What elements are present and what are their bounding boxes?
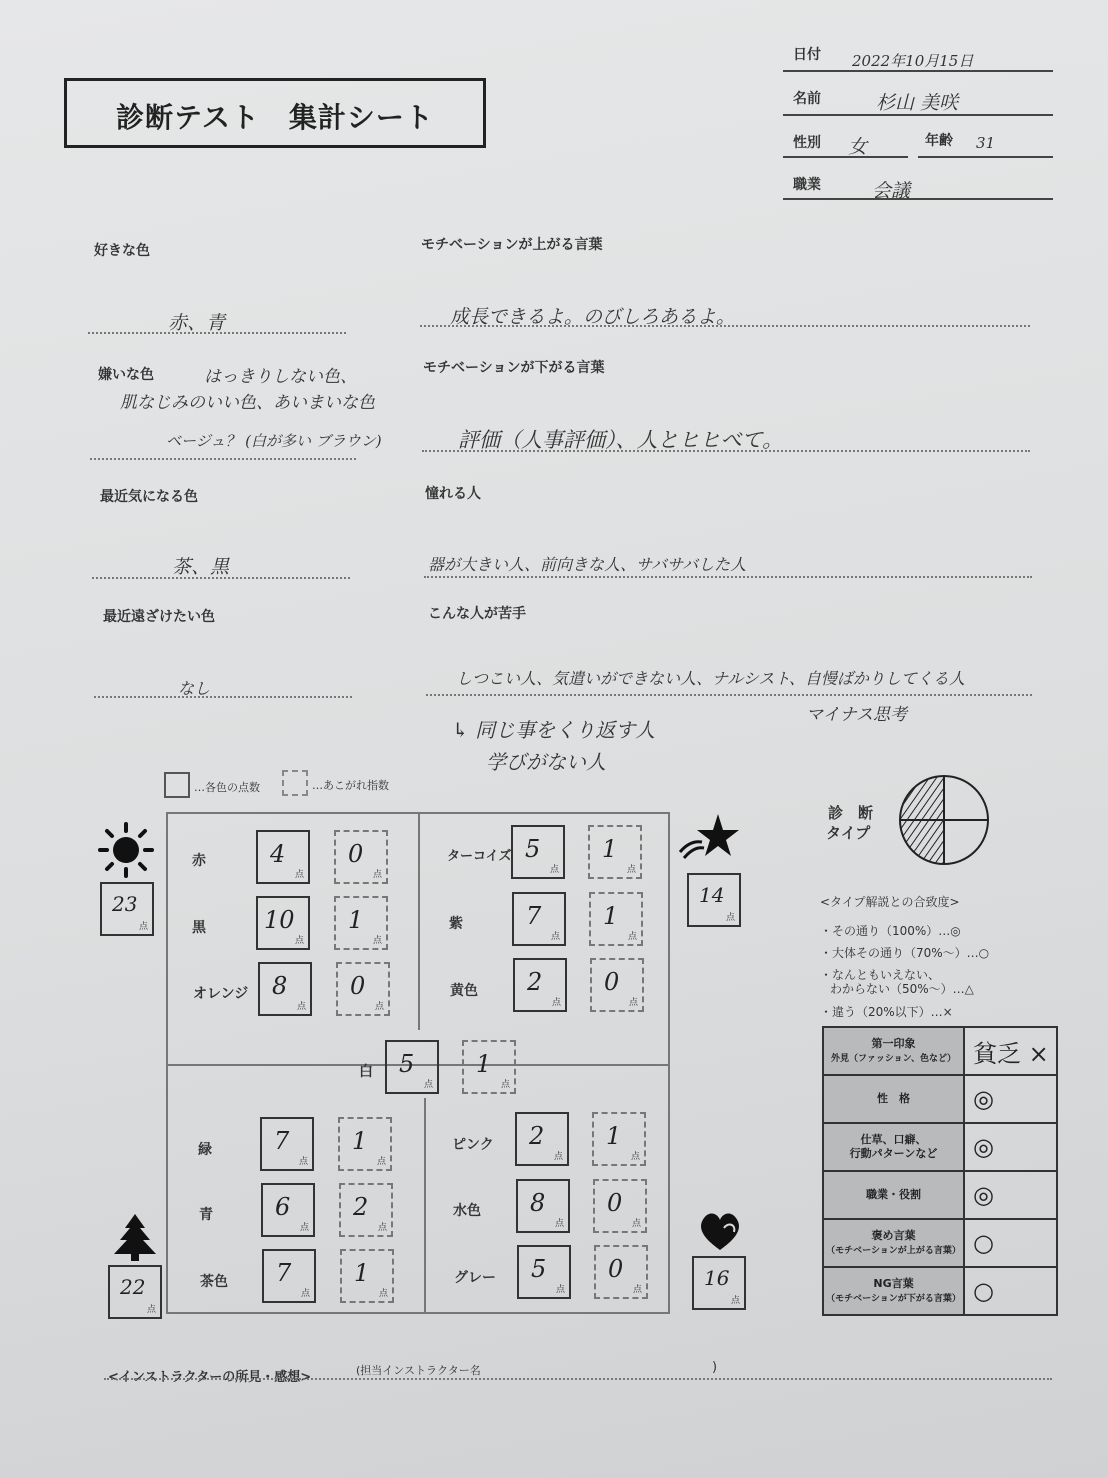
yearning-box: 0 点 <box>590 958 644 1012</box>
dislike-color-label: 嫌いな色 <box>98 367 154 383</box>
legend-score-box <box>164 772 190 798</box>
sex-line <box>783 156 908 158</box>
comment-line <box>104 1378 1052 1380</box>
motivation-down-label: モチベーションが下がる言葉 <box>423 360 605 376</box>
dislike-person-line4: 学びがない人 <box>486 750 606 774</box>
dislike-color-line1: はっきりしない色、 <box>204 367 357 387</box>
color-name: 水色 <box>453 1203 481 1219</box>
heart-total-box: 16 点 <box>692 1256 746 1310</box>
fav-color-answer: 赤、青 <box>168 312 226 334</box>
explain-line: わからない（50%〜）…△ <box>830 982 974 996</box>
score-box: 5 点 <box>385 1040 439 1094</box>
legend-yearning-text: …あこがれ指数 <box>312 779 389 792</box>
color-name: 青 <box>199 1207 213 1223</box>
diagnosis-label-2: タイプ <box>826 824 871 842</box>
score-box: 7 点 <box>512 892 566 946</box>
instructor-name-close: ) <box>712 1360 718 1375</box>
color-name: ターコイズ <box>447 849 512 864</box>
motivation-up-answer: 成長できるよ。のびしろあるよ。 <box>450 306 736 328</box>
match-row: 性 格 ◎ <box>823 1075 1057 1123</box>
color-name: ピンク <box>452 1137 494 1153</box>
color-name: 黄色 <box>450 983 478 999</box>
yearning-box: 1 点 <box>334 896 388 950</box>
color-name: 赤 <box>192 853 206 869</box>
tree-icon <box>112 1212 158 1262</box>
avoid-color-answer: なし <box>178 679 211 698</box>
sex-value: 女 <box>848 136 868 158</box>
tree-total-box: 22 点 <box>108 1265 162 1319</box>
motivation-down-answer: 評価（人事評価）、人とヒヒべて。 <box>458 428 784 452</box>
diagnosis-label-1: 診 断 <box>828 804 874 822</box>
color-name: 黒 <box>192 920 206 936</box>
color-name: 白 <box>359 1064 373 1080</box>
avoid-color-label: 最近遠ざけたい色 <box>103 609 215 625</box>
match-row: 職業・役割 ◎ <box>823 1171 1057 1219</box>
dislike-person-line2: マイナス思考 <box>806 705 907 725</box>
heart-icon <box>696 1208 744 1252</box>
yearning-box: 1 点 <box>338 1117 392 1171</box>
match-row: NG言葉 （モチベーションが下がる言葉） ○ <box>823 1267 1057 1315</box>
job-value: 会議 <box>872 180 911 202</box>
instructor-comment-label: <インストラクターの所見・感想> <box>108 1370 312 1385</box>
yearning-box: 0 点 <box>593 1179 647 1233</box>
match-row: 褒め言葉 （モチベーションが上がる言葉） ○ <box>823 1219 1057 1267</box>
date-value: 2022年10月15日 <box>852 52 974 70</box>
score-box: 4 点 <box>256 830 310 884</box>
age-label: 年齢 <box>925 133 953 149</box>
explain-line: ・なんともいえない、 <box>820 968 941 982</box>
score-box: 7 点 <box>262 1249 316 1303</box>
fav-color-label: 好きな色 <box>94 243 150 259</box>
explain-title: <タイプ解説との合致度> <box>820 895 960 909</box>
dislike-color-line3: ベージュ？ (白が多い ブラウン) <box>166 432 382 450</box>
score-box: 8 点 <box>516 1179 570 1233</box>
yearning-box: 0 点 <box>336 962 390 1016</box>
grid-divider-bottom <box>424 1098 426 1312</box>
score-box: 10 点 <box>256 896 310 950</box>
star-total-box: 14 点 <box>687 873 741 927</box>
yearning-box: 1 点 <box>340 1249 394 1303</box>
star-icon <box>676 812 740 864</box>
color-name: グレー <box>454 1270 496 1286</box>
admire-answer: 器が大きい人、前向きな人、サバサバした人 <box>428 555 747 574</box>
recent-color-label: 最近気になる色 <box>100 489 198 505</box>
score-box: 5 点 <box>517 1245 571 1299</box>
color-name: 緑 <box>198 1142 212 1158</box>
fav-color-line <box>88 332 346 334</box>
instructor-name-label: (担当インストラクター名 <box>356 1364 481 1377</box>
motivation-up-label: モチベーションが上がる言葉 <box>421 237 603 253</box>
yearning-box: 1 点 <box>592 1112 646 1166</box>
dislike-person-line1: しつこい人、気遣いができない人、ナルシスト、自慢ばかりしてくる人 <box>456 669 965 688</box>
job-line <box>783 198 1053 200</box>
yearning-box: 1 点 <box>462 1040 516 1094</box>
page-title: 診断テスト 集計シート <box>116 101 434 134</box>
recent-color-answer: 茶、黒 <box>172 556 230 578</box>
dislike-person-label: こんな人が苦手 <box>428 606 526 622</box>
match-table <box>822 1026 1058 1316</box>
explain-line: ・その通り（100%）…◎ <box>820 924 961 938</box>
motivation-down-line <box>422 450 1030 452</box>
legend-score-text: …各色の点数 <box>194 781 260 794</box>
motivation-up-line <box>420 325 1030 327</box>
avoid-color-line <box>94 696 352 698</box>
sex-label: 性別 <box>793 135 821 151</box>
date-label: 日付 <box>793 47 821 63</box>
admire-label: 憧れる人 <box>425 486 481 502</box>
score-box: 6 点 <box>261 1183 315 1237</box>
color-name: 茶色 <box>200 1274 228 1290</box>
yearning-box: 0 点 <box>334 830 388 884</box>
match-row: 仕草、口癖、 行動パターンなど ◎ <box>823 1123 1057 1171</box>
score-box: 8 点 <box>258 962 312 1016</box>
explain-line: ・違う（20%以下）…× <box>820 1005 953 1019</box>
score-box: 2 点 <box>515 1112 569 1166</box>
yearning-box: 2 点 <box>339 1183 393 1237</box>
yearning-box: 1 点 <box>589 892 643 946</box>
score-box: 2 点 <box>513 958 567 1012</box>
color-name: オレンジ <box>193 986 249 1002</box>
grid-divider-top <box>418 814 420 1030</box>
job-label: 職業 <box>793 177 821 193</box>
score-box: 7 点 <box>260 1117 314 1171</box>
name-line <box>783 114 1053 116</box>
dislike-color-line2: 肌なじみのいい色、あいまいな色 <box>120 393 375 413</box>
recent-color-line <box>92 577 350 579</box>
dislike-person-line3: ↳ 同じ事をくり返す人 <box>452 718 656 742</box>
admire-line <box>424 576 1032 578</box>
yearning-box: 0 点 <box>594 1245 648 1299</box>
name-label: 名前 <box>793 91 821 107</box>
explain-line: ・大体その通り（70%〜）…○ <box>820 946 990 960</box>
date-line <box>783 70 1053 72</box>
name-value: 杉山 美咲 <box>876 92 959 114</box>
diagnosis-type-circle <box>896 772 992 868</box>
dislike-color-line <box>90 458 356 460</box>
sun-total-box: 23 点 <box>100 882 154 936</box>
yearning-box: 1 点 <box>588 825 642 879</box>
dislike-person-line <box>426 694 1032 696</box>
match-row: 第一印象 外見（ファッション、色など） 貧乏 × <box>823 1027 1057 1075</box>
color-name: 紫 <box>449 916 463 932</box>
legend-yearning-box <box>282 770 308 796</box>
score-box: 5 点 <box>511 825 565 879</box>
age-value: 31 <box>976 134 996 152</box>
sun-icon <box>98 822 154 878</box>
age-line <box>918 156 1053 158</box>
